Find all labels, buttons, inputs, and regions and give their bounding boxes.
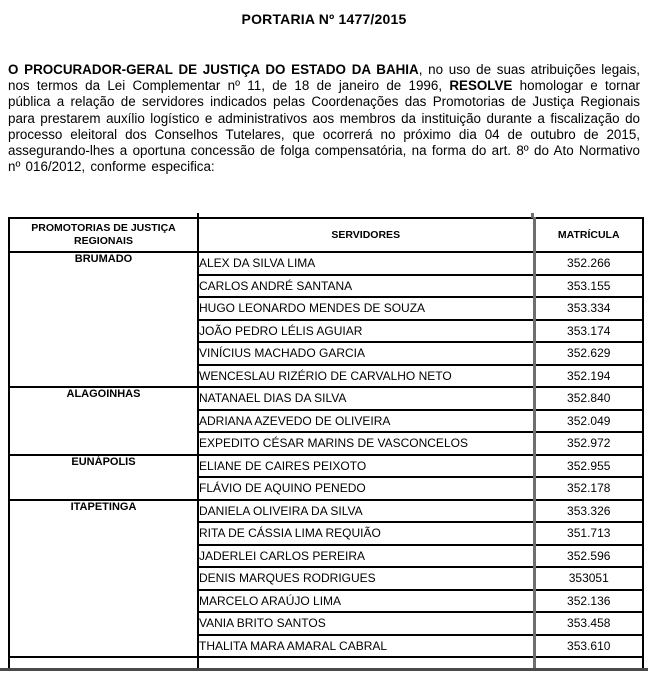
preamble-bold-resolve: RESOLVE: [449, 78, 513, 94]
matricula-cell: 351.713: [534, 522, 643, 545]
matricula-cell: 352.840: [534, 387, 643, 410]
matricula-cell: 352.972: [534, 432, 643, 455]
table-header-row: [9, 218, 643, 252]
matricula-cell: 353.155: [534, 275, 643, 298]
servidor-name-cell: ADRIANA AZEVEDO DE OLIVEIRA: [198, 410, 534, 433]
servidor-name-cell: FLÁVIO DE AQUINO PENEDO: [198, 477, 534, 500]
servidor-name-cell: VINÍCIUS MACHADO GARCIA: [198, 342, 534, 365]
preamble-bold-intro: O PROCURADOR-GERAL DE JUSTIÇA DO ESTADO DA BAHIA: [8, 62, 419, 77]
matricula-cell: 353.326: [534, 500, 643, 523]
region-cell: ITAPETINGA: [9, 500, 198, 658]
col-header-matricula: MATRÍCULA: [534, 218, 643, 252]
servidor-name-cell: ALEX DA SILVA LIMA: [198, 252, 534, 275]
table-row: [9, 387, 643, 410]
servidor-name-cell: THALITA MARA AMARAL CABRAL: [198, 635, 534, 658]
document-title: PORTARIA Nº 1477/2015: [241, 11, 407, 27]
matricula-cell: 352.955: [534, 455, 643, 478]
preamble-text-1: , no uso de suas atribuições legais, nos termos da Lei Complementar nº 11, de 18 de janeiro de 1996,: [8, 62, 640, 94]
matricula-cell: 352.266: [534, 252, 643, 275]
border-tick: [531, 213, 534, 218]
servidor-name-cell: CARLOS ANDRÉ SANTANA: [198, 275, 534, 298]
region-cell: BRUMADO: [9, 252, 198, 387]
matricula-cell: 353.610: [534, 635, 643, 658]
region-cell: EUNÁPOLIS: [9, 455, 198, 500]
servidor-name-cell: JADERLEI CARLOS PEREIRA: [198, 545, 534, 568]
servidor-name-cell: DENIS MARQUES RODRIGUES: [198, 567, 534, 590]
matricula-cell: 353.174: [534, 320, 643, 343]
servidor-name-cell: RITA DE CÁSSIA LIMA REQUIÃO: [198, 522, 534, 545]
servidor-name-cell: JOÃO PEDRO LÉLIS AGUIAR: [198, 320, 534, 343]
border-tick: [197, 213, 199, 218]
matricula-cell: 352.178: [534, 477, 643, 500]
servidor-name-cell: HUGO LEONARDO MENDES DE SOUZA: [198, 297, 534, 320]
table-row: [9, 455, 643, 478]
servidor-name-cell: DANIELA OLIVEIRA DA SILVA: [198, 500, 534, 523]
col-header-promotorias: PROMOTORIAS DE JUSTIÇA REGIONAIS: [9, 218, 198, 252]
table-row: [9, 500, 643, 523]
page-edge-divider: [0, 668, 648, 675]
servidor-name-cell: MARCELO ARAÚJO LIMA: [198, 590, 534, 613]
matricula-cell: 353051: [534, 567, 643, 590]
servidor-name-cell: VANIA BRITO SANTOS: [198, 612, 534, 635]
servidores-table: [8, 217, 644, 672]
matricula-cell: 353.334: [534, 297, 643, 320]
matricula-cell: 352.629: [534, 342, 643, 365]
matricula-cell: 352.194: [534, 365, 643, 388]
servidor-name-cell: WENCESLAU RIZÉRIO DE CARVALHO NETO: [198, 365, 534, 388]
servidor-name-cell: NATANAEL DIAS DA SILVA: [198, 387, 534, 410]
preamble-text-2: homologar e tornar pública a relação de servidores indicados pelas Coordenações das Promotorias de Justiça Regionais para prestarem auxílio logístico e administrativos aos membros da instituição durante a fiscalização do processo eleitoral dos Conselhos Tutelares, que ocorrerá no próximo dia 04 de outubro de 2015, assegurando-lhes a oportuna concessão de folga compensatória, na forma do art. 8º do Ato Normativo nº 016/2012, conforme especifica:: [8, 78, 640, 175]
preamble-paragraph: [8, 62, 640, 175]
servidor-name-cell: EXPEDITO CÉSAR MARINS DE VASCONCELOS: [198, 432, 534, 455]
matricula-cell: 353.458: [534, 612, 643, 635]
servidor-name-cell: ELIANE DE CAIRES PEIXOTO: [198, 455, 534, 478]
matricula-cell: 352.596: [534, 545, 643, 568]
matricula-cell: 352.136: [534, 590, 643, 613]
col-header-servidores: SERVIDORES: [198, 218, 534, 252]
region-cell: ALAGOINHAS: [9, 387, 198, 455]
table-row: [9, 252, 643, 275]
matricula-cell: 352.049: [534, 410, 643, 433]
